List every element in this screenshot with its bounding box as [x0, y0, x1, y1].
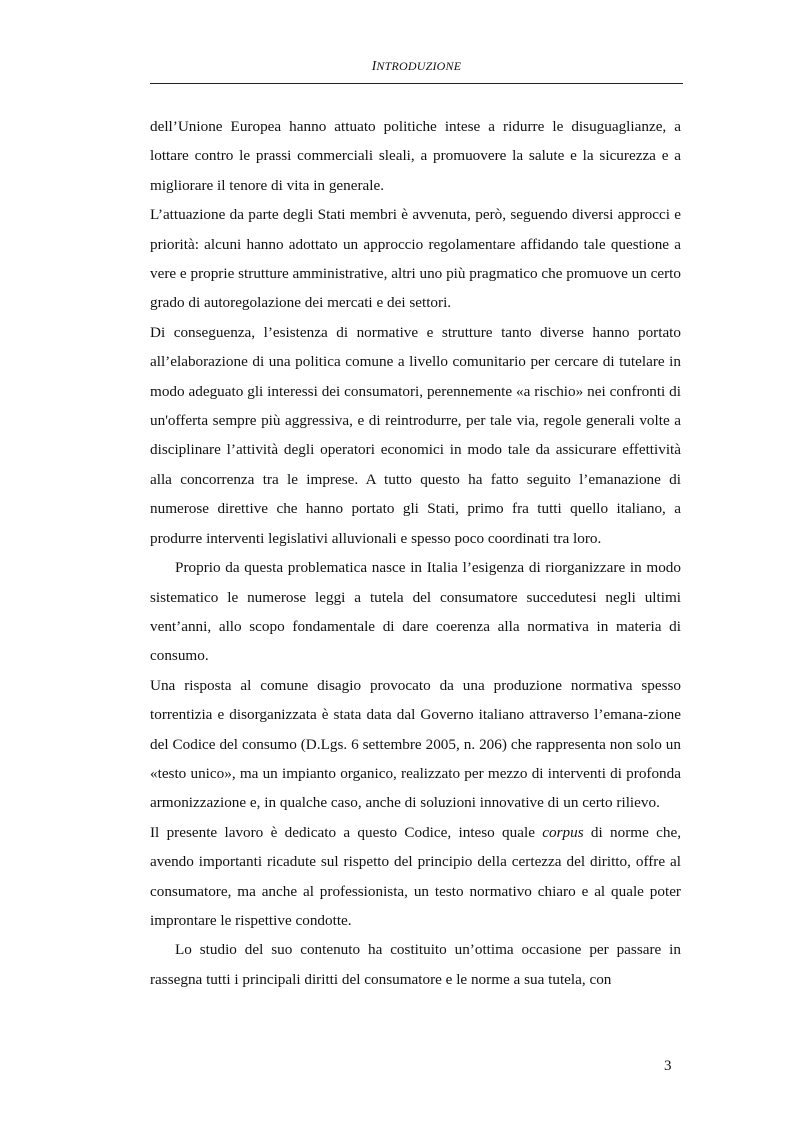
running-header	[150, 58, 683, 74]
header-rule	[150, 83, 683, 84]
italic-term-corpus: corpus	[542, 823, 584, 841]
paragraph-1: dell’Unione Europea hanno attuato politiche intese a ridurre le disuguaglianze, a lottare contro le prassi commerciali sleali, a promuovere la salute e la sicurezza e a migliorare il tenore di vita in generale.	[150, 118, 681, 194]
running-header-rest: NTRODUZIONE	[376, 59, 462, 73]
paragraph-7: Lo studio del suo contenuto ha costituito un’ottima occasione per passare in rassegna tutti i principali diritti del consumatore e le norme a sua tutela, con	[150, 941, 681, 988]
paragraph-3: Di conseguenza, l’esistenza di normative e strutture tanto diverse hanno portato all’elaborazione di una politica comune a livello comunitario per cercare di tutelare in modo adeguato gli interessi dei consumatori, perennemente «a rischio» nei confronti di un'offerta sempre più aggressiva, e di reintrodurre, per tale via, regole generali volte a disciplinare l’attività degli operatori economici in modo tale da assicurare effettività alla concorrenza tra le imprese. A tutto questo ha fatto seguito l’emanazione di numerose direttive che hanno portato gli Stati, primo fra tutti quello italiano, a produrre interventi legislativi alluvionali e spesso poco coordinati tra loro.	[150, 323, 681, 547]
paragraph-4: Proprio da questa problematica nasce in Italia l’esigenza di riorganizzare in modo sistematico le numerose leggi a tutela del consumatore succedutesi negli ultimi vent’anni, allo scopo fondamentale di dare coerenza alla normativa in materia di consumo.	[150, 559, 681, 665]
paragraph-6-end: di norme che, avendo importanti ricadute sul rispetto del principio della certezza del diritto, offre al consumatore, ma anche al professionista, un testo normativo chiaro e al quale poter improntare le rispettive condotte.	[150, 823, 681, 929]
running-header-initial: I	[371, 58, 377, 73]
page-number: 3	[664, 1058, 672, 1074]
paragraph-2: L’attuazione da parte degli Stati membri è avvenuta, però, seguendo diversi approcci e priorità: alcuni hanno adottato un approccio regolamentare affidando tale questione a vere e proprie strutture amministrative, altri uno più pragmatico che promuove un certo grado di autoregolazione dei mercati e dei settori.	[150, 206, 681, 312]
body-text	[150, 112, 681, 994]
paragraph-6-start: Il presente lavoro è dedicato a questo Codice, inteso quale	[150, 823, 543, 841]
paragraph-5: Una risposta al comune disagio provocato da una produzione normativa spesso torrentizia e disorganizzata è stata data dal Governo italiano attraverso l’emana-zione del Codice del consumo (D.Lgs. 6 settembre 2005, n. 206) che rappresenta non solo un «testo unico», ma un impianto organico, realizzato per mezzo di interventi di profonda armonizzazione e, in qualche caso, anche di soluzioni innovative di un certo rilievo.	[150, 676, 681, 812]
paragraph-6	[150, 818, 681, 936]
